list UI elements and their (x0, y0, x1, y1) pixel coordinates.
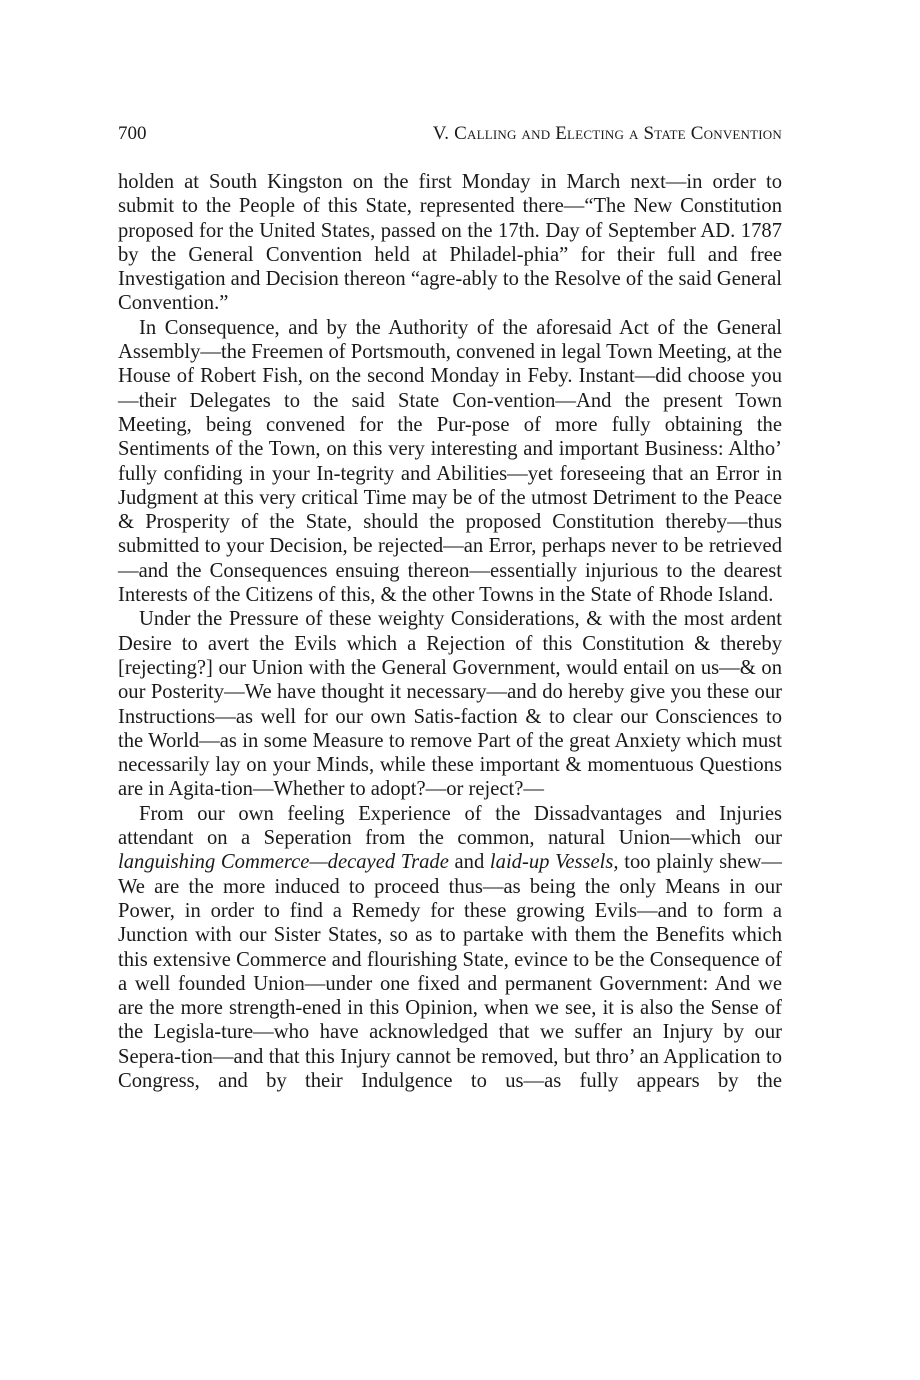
body-text (118, 170, 782, 1093)
document-page (118, 118, 782, 1093)
running-title: V. Calling and Electing a State Convention (432, 123, 782, 144)
paragraph-2: In Consequence, and by the Authority of the aforesaid Act of the General Assembly—the Freemen of Portsmouth, convened in legal Town Meeting, at the House of Robert Fish, on the second Monday in Feby. Instant—did choose you—their Delegates to the said State Con-vention—And the present Town Meeting, being convened for the Pur-pose of more fully obtaining the Sentiments of the Town, on this very interesting and important Business: Altho’ fully confiding in your In-tegrity and Abilities—yet foreseeing that an Error in Judgment at this very critical Time may be of the utmost Detriment to the Peace & Prosperity of the State, should the proposed Constitution thereby—thus submitted to your Decision, be rejected—an Error, perhaps never to be retrieved—and the Consequences ensuing thereon—essentially injurious to the dearest Interests of the Citizens of this, & the other Towns in the State of Rhode Island. (118, 316, 782, 607)
paragraph-1: holden at South Kingston on the first Monday in March next—in order to submit to the People of this State, represented there—“The New Constitution proposed for the United States, passed on the 17th. Day of September AD. 1787 by the General Convention held at Philadel-phia” for their full and free Investigation and Decision thereon “agre-ably to the Resolve of the said General Convention.” (118, 171, 782, 315)
paragraph-4-italic-segment: laid-up Vessels, (489, 851, 619, 874)
paragraph-4 (118, 802, 782, 1094)
running-head (118, 118, 782, 150)
page-number: 700 (118, 123, 147, 144)
paragraph-4-italic-segment: languishing Commerce—decayed Trade (118, 851, 449, 874)
paragraph-3: Under the Pressure of these weighty Considerations, & with the most ardent Desire to avert the Evils which a Rejection of this Constitution & thereby [rejecting?] our Union with the General Government, would entail on us—& on our Posterity—We have thought it necessary—and do hereby give you these our Instructions—as well for our own Satis-faction & to clear our Consciences to the World—as in some Measure to remove Part of the great Anxiety which must necessarily lay on your Minds, while these important & momentuous Questions are in Agita-tion—Whether to adopt?—or reject?— (118, 608, 782, 801)
paragraph-4-segment: too plainly shew—We are the more induced to proceed thus—as being the only Means in our Power, in order to find a Remedy for these growing Evils—and to form a Junction with our Sister States, so as to partake with them the Benefits which this extensive Commerce and flourishing State, evince to be the Consequence of a well founded Union—under one fixed and permanent Government: And we are the more strength-ened in this Opinion, when we see, it is also the Sense of the Legisla-ture—who have acknowledged that we suffer an Injury by our Sepera-tion—and that this Injury cannot be removed, but thro’ an Application to Congress, and by their Indulgence to us—as fully appears by the (118, 851, 782, 1092)
paragraph-4-segment: From our own feeling Experience of the Dissadvantages and Injuries attendant on a Seperation from the common, natural Union—which our (118, 802, 782, 850)
paragraph-4-segment: and (448, 851, 490, 874)
